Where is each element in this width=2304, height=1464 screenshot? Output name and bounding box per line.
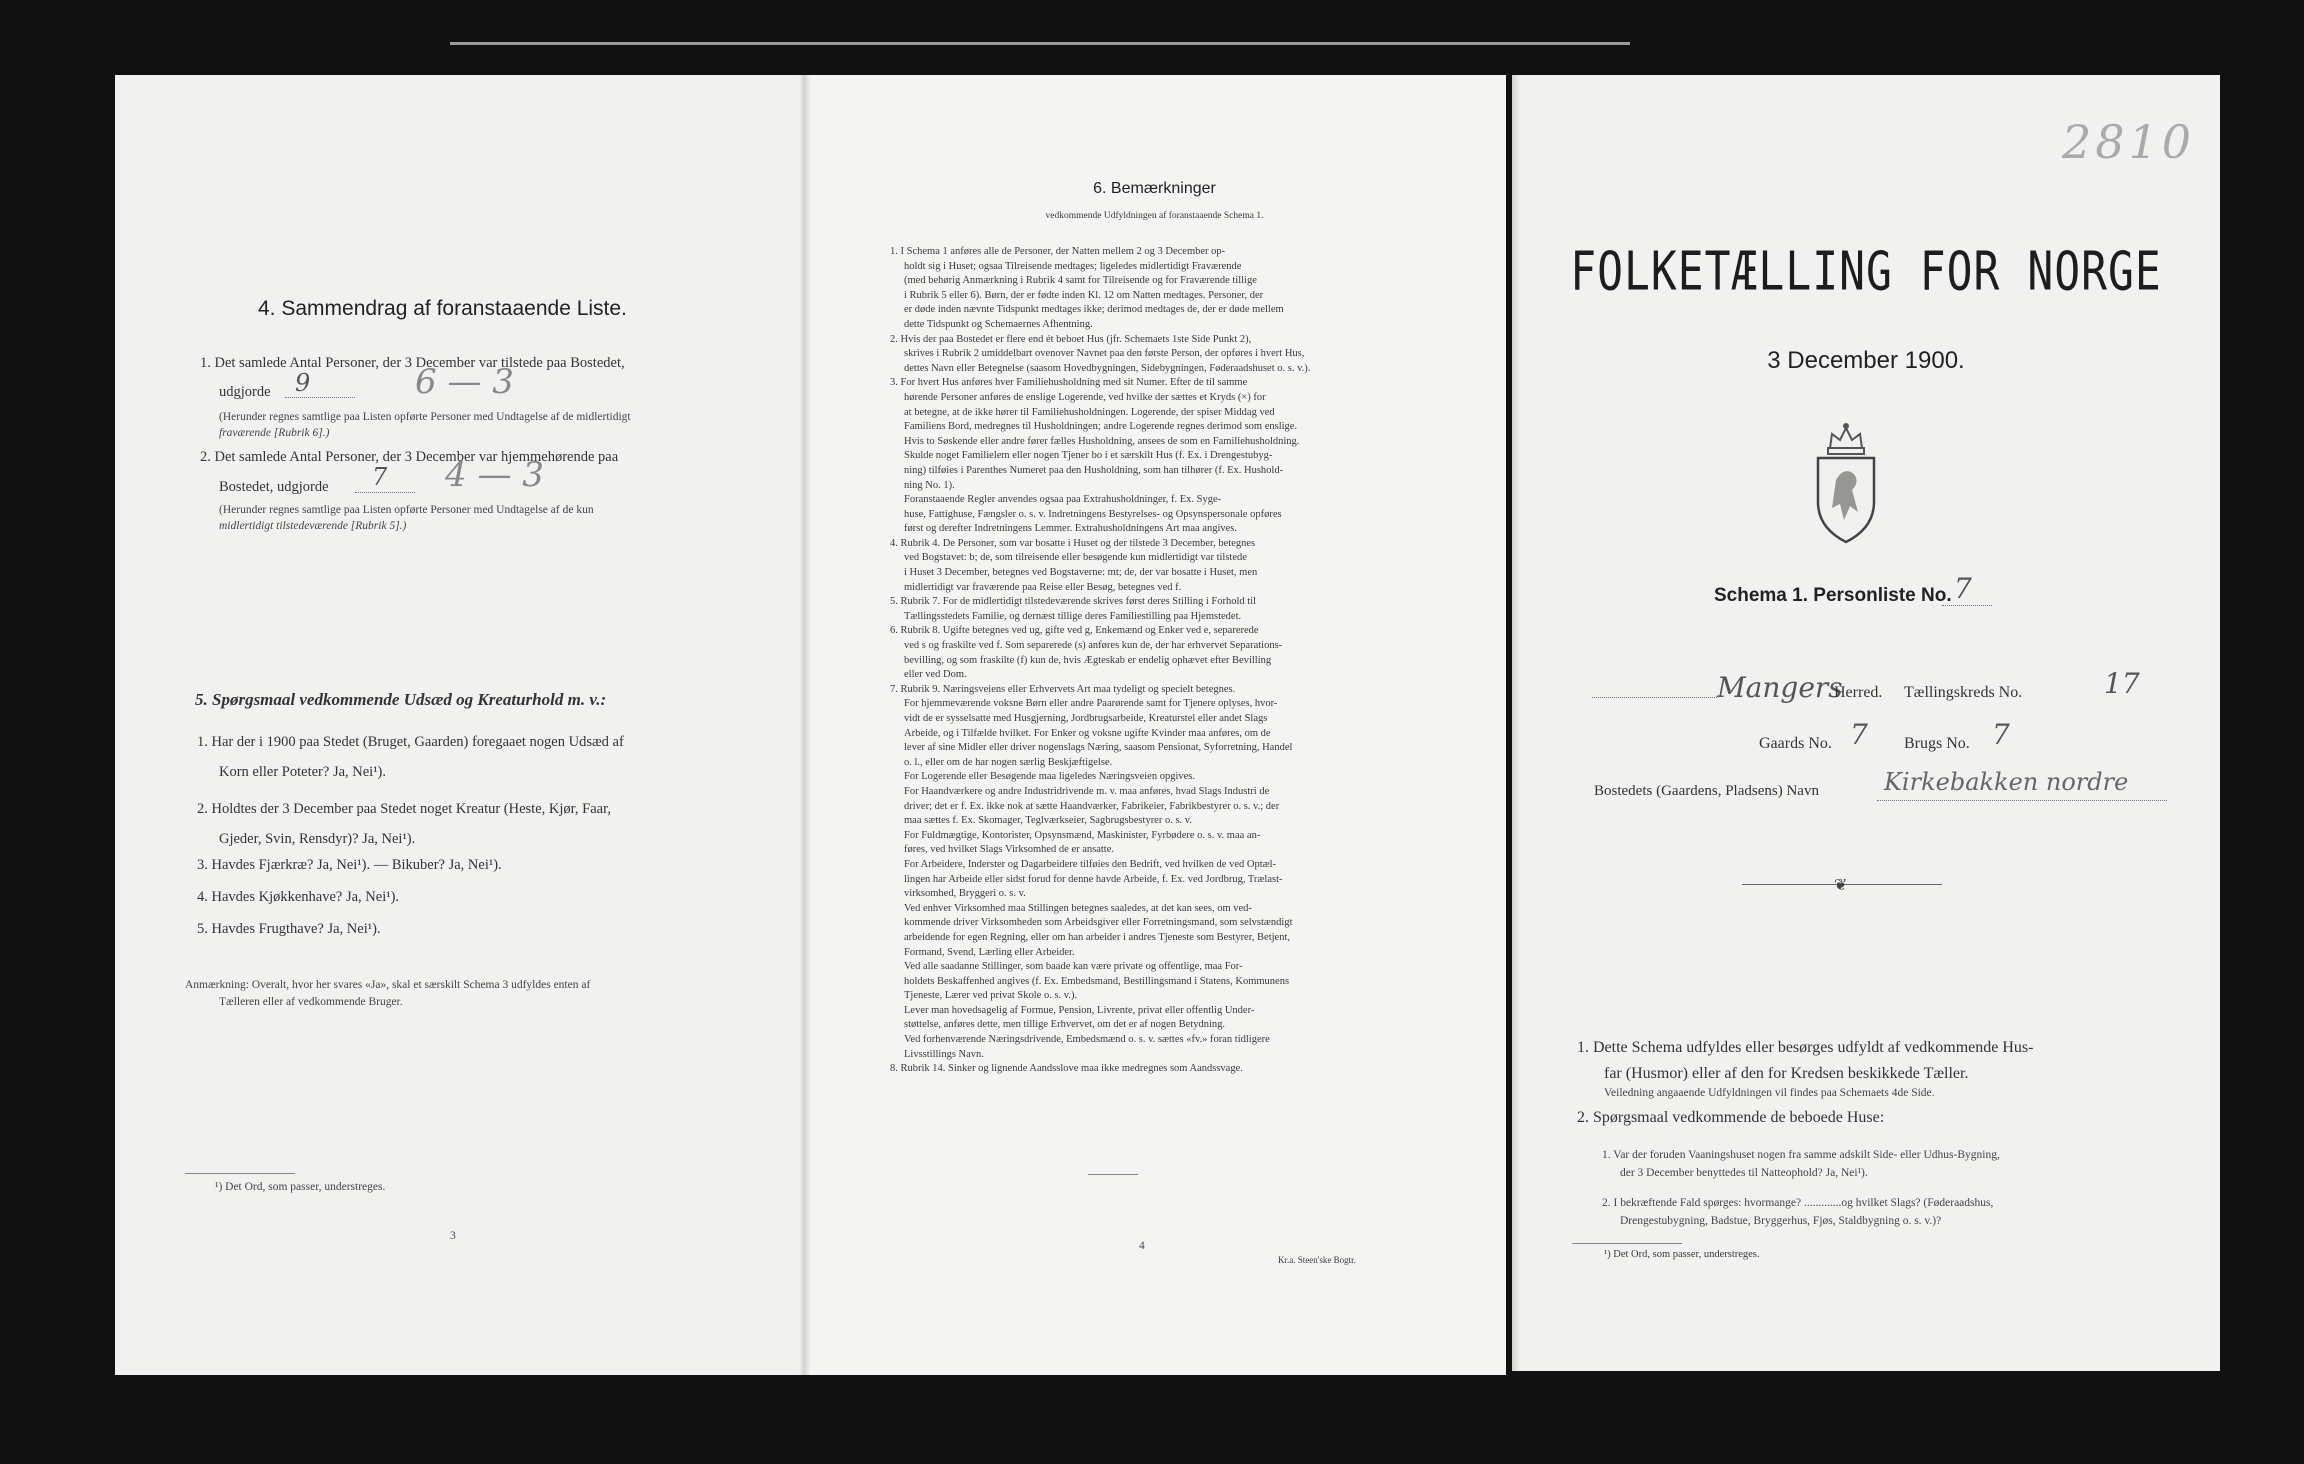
page-4 [803,75,1506,1375]
bosted-underline [1877,800,2167,801]
remark-line: først og derefter Indretningens Lemmer. Extrahusholdningens Art maa angives. [904,523,1237,535]
remarks-title: 6. Bemærkninger [1093,180,1216,197]
brugs-label: Brugs No. [1904,735,1970,752]
page-number-4: 4 [1139,1240,1145,1252]
remark-line: 6. Rubrik 8. Ugifte betegnes ved ug, gifte ved g, Enkemænd og Enker ved e, separerede [890,625,1259,637]
remark-line: Skulde noget Familielem eller nogen Tjener bo i et særskilt Hus (f. Ex. i Drengestubyg- [904,450,1273,462]
kreds-label: Tællingskreds No. [1904,684,2023,701]
remark-line: o. l., eller om de har nogen særlig Beskjæftigelse. [904,756,1113,768]
remark-line: Formand, Svend, Lærling eller Arbeider. [904,946,1075,958]
bosted-value: Kirkebakken nordre [1884,768,2129,796]
remark-line: 1. I Schema 1 anføres alle de Personer, der Natten mellem 2 og 3 December op- [890,246,1226,257]
remark-line: skrives i Rubrik 2 umiddelbart ovenover Navnet paa den første Person, der opføres i hvert Hus, [904,348,1305,360]
q2-note-1: (Herunder regnes samtlige paa Listen opførte Personer med Undtagelse af de kun [219,504,594,516]
q1-line1: 1. Det samlede Antal Personer, der 3 December var tilstede paa Bostedet, [200,355,625,371]
remark-line: Familiens Bord, medregnes til Husholdningen; andre Logerende regnes derimod som enslige. [904,421,1298,433]
archive-number: 2810 [2062,115,2196,169]
remark-line: at betegne, at de ikke hører til Familiehusholdningen. Logerende, der spiser Middag ved [904,406,1275,418]
section-5-title: 5. Spørgsmaal vedkommende Udsæd og Kreaturhold m. v.: [195,690,607,709]
brugs-value: 7 [1992,718,2010,751]
q2-hand-annotation: 4 — 3 [445,455,544,495]
remark-line: holdt sig i Huset; ogsaa Tilreisende medtages; ligeledes midlertidigt Fraværende [904,260,1242,272]
remark-line: kommende driver Virksomheden som Arbeidsgiver eller Forretningsmand, som selvstændigt [904,917,1293,929]
remarks-list [890,245,1435,1077]
remark-line: føres, ved hvilket Slags Virksomhed de er ansatte. [904,844,1114,856]
s5-q3: 3. Havdes Fjærkræ? Ja, Nei¹). — Bikuber? Ja, Nei¹). [197,857,502,873]
instruction-2-title: 2. Spørgsmaal vedkommende de beboede Huse: [1577,1109,1885,1126]
fold-shadow-left [803,75,811,1375]
remark-line: holdets Beskaffenhed angives (f. Ex. Embedsmand, Bestillingsmand i Statens, Kommunens [904,975,1290,987]
remark-line: i Rubrik 5 eller 6). Børn, der er fødte inden Kl. 12 om Natten medtages. Personer, der [904,289,1264,301]
footnote-rule [185,1173,295,1174]
remark-line: (med behørig Anmærkning i Rubrik 4 samt for Tilreisende og for Fraværende tillige [904,275,1257,287]
remark-line: Tællingsstedets Familie, og dernæst tillige deres Familiestilling paa Hjemstedet. [904,610,1242,622]
herred-underline [1592,697,1717,698]
norway-coat-of-arms-icon [1810,420,1882,545]
footnote: ¹) Det Ord, som passer, understreges. [215,1181,386,1193]
footnote: ¹) Det Ord, som passer, understreges. [1604,1249,1760,1260]
remark-line: Livsstillings Navn. [904,1048,984,1060]
ornament-icon: ❦ [1834,877,1848,894]
instruction-1-line1: 1. Dette Schema udfyldes eller besørges udfyldt af vedkommende Hus- [1577,1039,2034,1056]
remark-line: Tjeneste, Lærer ved privat Skole o. s. v.). [904,990,1078,1002]
q2-line1: 2. Det samlede Antal Personer, der 3 December var hjemmehørende paa [200,449,619,465]
remark-line: 5. Rubrik 7. For de midlertidigt tilstedeværende skrives først deres Stilling i Forhold til [890,596,1257,608]
remark-line: For Fuldmægtige, Kontorister, Opsynsmænd, Maskinister, Fyrbødere o. s. v. maa an- [904,829,1261,841]
remark-line: arbeidende for egen Regning, eller om han arbeider i andres Tjeneste som Bestyrer, Betjent, [904,931,1290,943]
page4-rule [1088,1174,1138,1175]
q1-value: 9 [295,369,311,397]
s5-q1-line1: 1. Har der i 1900 paa Stedet (Bruget, Gaarden) foregaaet nogen Udsæd af [197,734,624,750]
remark-line: driver; det er f. Ex. ikke nok at sætte Haandværker, Fabrikeier, Fabrikbestyrer o. s. v.; der [904,800,1280,812]
instruction-1-note: Veiledning angaaende Udfyldningen vil findes paa Schemaets 4de Side. [1604,1087,1935,1099]
remark-line: eller ved Dom. [904,669,967,681]
q1-note-2: fraværende [Rubrik 6].) [219,427,330,439]
census-date: 3 December 1900. [1767,347,1965,374]
remark-line: 7. Rubrik 9. Næringsveiens eller Erhvervets Art maa tydeligt og specielt betegnes. [890,683,1236,695]
remark-line: virksomhed, Bryggeri o. s. v. [904,888,1026,900]
instruction-2-q2-line1: 2. I bekræftende Fald spørges: hvormange? .............og hvilket Slags? (Føderaadshus, [1602,1197,1994,1209]
s5-q5: 5. Havdes Frugthave? Ja, Nei¹). [197,921,381,937]
remark-line: 3. For hvert Hus anføres hver Familiehusholdning med sit Numer. Efter de til samme [890,377,1248,389]
remark-line: 2. Hvis der paa Bostedet er flere end ét beboet Hus (jfr. Schemaets 1ste Side Punkt 2), [890,333,1252,345]
remark-line: For Logerende eller Besøgende maa ligeledes Næringsveien opgives. [904,771,1195,783]
remark-line: For hjemmeværende voksne Børn eller andre Paarørende samt for Tjenere oplyses, hvor- [904,698,1278,710]
census-title: FOLKETÆLLING FOR NORGE [1570,240,2162,304]
q2-note-2: midlertidigt tilstedeværende [Rubrik 5].) [219,520,407,532]
section-4-title: 4. Sammendrag af foranstaaende Liste. [258,297,627,320]
remark-line: ning No. 1). [904,479,955,491]
remark-line: støttelse, anføres dette, men tillige Erhvervet, om det er af nogen Betydning. [904,1019,1226,1031]
remark-line: midlertidigt var fraværende paa Reise eller Besøg, betegnes ved f. [904,581,1182,593]
schema-underline [1942,605,1992,606]
instruction-1-line2: far (Husmor) eller af den for Kredsen beskikkede Tæller. [1604,1065,1969,1082]
gaards-value: 7 [1850,718,1868,751]
q1-label: udgjorde [219,384,271,400]
remark-line: ning) tilføies i Parenthes Numeret paa den Husholdning, som han tilhører (f. Ex. Hushold- [904,464,1284,476]
remarks-subtitle: vedkommende Udfyldningen af foranstaaende Schema 1. [1045,211,1264,221]
remark-line: vidt de er sysselsatte med Husgjerning, Jordbrugsarbeide, Kreaturstel eller andet Slags [904,713,1268,724]
q2-label: Bostedet, udgjorde [219,479,329,495]
remark-line2: Tælleren eller af vedkommende Bruger. [219,996,403,1008]
remark-line: Hvis to Søskende eller andre fører fælles Husholdning, ansees de som en Familiehusholdning. [904,435,1300,447]
q2-underline [355,492,415,493]
remark-line: Lever man hovedsagelig af Formue, Pension, Livrente, privat eller offentlig Under- [904,1004,1255,1016]
remark-line: Ved forhenværende Næringsdrivende, Embedsmænd o. s. v. sættes «fv.» foran tidligere [904,1034,1270,1046]
page-3 [115,75,807,1375]
remark-line: Ved enhver Virksomhed maa Stillingen betegnes saaledes, at det kan sees, om ved- [904,902,1252,914]
herred-label: Herred. [1834,684,1883,701]
q1-hand-annotation: 6 — 3 [415,362,514,402]
remark-line: hørende Personer anføres de enslige Logerende, ved hvilke der sættes et Kryds (×) for [904,391,1266,403]
s5-q2-line2: Gjeder, Svin, Rensdyr)? Ja, Nei¹). [219,831,416,847]
schema-value: 7 [1954,572,1972,605]
remark-line: ved Bogstavet: b; de, som tilreisende eller besøgende kun midlertidigt var tilstede [904,552,1247,564]
schema-label: Schema 1. Personliste No. [1714,585,1952,606]
instruction-2-q1-line2: der 3 December benyttedes til Natteophold? Ja, Nei¹). [1620,1167,1868,1179]
gaards-label: Gaards No. [1759,735,1832,752]
footnote-rule [1572,1243,1682,1244]
remark-line: ved s og fraskilte ved f. Som separerede (s) anføres kun de, der har erhvervet Separations- [904,640,1283,652]
instruction-2-q1-line1: 1. Var der foruden Vaaningshuset nogen fra samme adskilt Side- eller Udhus-Bygning, [1602,1149,2000,1161]
remark-line: er døde inden nævnte Tidspunkt medtages ikke; derimod medtages de, der er døde mellem [904,304,1284,316]
remark-line: maa sættes f. Ex. Skomager, Teglværkseier, Sagbrugsbestyrer o. s. v. [904,815,1192,827]
remark-line: lingen har Arbeide eller sidst forud for denne havde Arbeide, f. Ex. ved Jordbrug, Trælast- [904,873,1283,885]
s5-q2-line1: 2. Holdtes der 3 December paa Stedet noget Kreatur (Heste, Kjør, Faar, [197,801,611,817]
s5-q4: 4. Havdes Kjøkkenhave? Ja, Nei¹). [197,889,400,905]
remark-line: Arbeide, og i Tilfælde hvilket. For Enker og voksne ugifte Kvinder maa anføres, om de [904,727,1271,739]
q2-value: 7 [372,463,388,491]
remark-line: dette Tidspunkt og Schemaernes Afhentning. [904,318,1093,330]
remark-line: Foranstaaende Regler anvendes ogsaa paa Extrahusholdninger, f. Ex. Syge- [904,494,1222,506]
remark-line: huse, Fattighuse, Fængsler o. s. v. Indretningens Bestyrelses- og Opsynspersonale opføres [904,508,1282,520]
scanner-edge-line [450,42,1630,45]
bosted-label: Bostedets (Gaardens, Pladsens) Navn [1594,783,1819,799]
herred-value: Mangers [1717,671,1843,704]
remark-line: Ved alle saadanne Stillinger, som baade kan være private og offentlige, maa For- [904,961,1243,973]
remark-line: For Haandværkere og andre Industridrivende m. v. maa anføres, hvad Slags Industri de [904,785,1270,797]
remark-line: For Arbeidere, Inderster og Dagarbeidere tilføies den Bedrift, ved hvilken de ved Optæl- [904,858,1277,870]
remark-line: 8. Rubrik 14. Sinker og lignende Aandsslove maa ikke medregnes som Aandssvage. [890,1063,1243,1075]
q1-underline [285,397,355,398]
remark-line: i Huset 3 December, betegnes ved Bogstaverne: mt; de, der var bosatte i Huset, men [904,567,1258,579]
s5-q1-line2: Korn eller Poteter? Ja, Nei¹). [219,764,387,780]
remark-line: lever af sine Midler eller driver nogenslags Næring, saasom Pensionat, Syforretning, Handel [904,742,1293,754]
instruction-2-q2-line2: Drengestubygning, Badstue, Bryggerhus, Fjøs, Staldbygning o. s. v.)? [1620,1215,1942,1227]
remark-line: bevilling, og som fraskilte (f) kun de, hvis Ægteskab er endelig ophævet efter Bevilling [904,654,1272,666]
page-1 [1512,75,2220,1371]
remark-line1: Anmærkning: Overalt, hvor her svares «Ja», skal et særskilt Schema 3 udfyldes enten af [185,979,591,991]
remark-line: dettes Navn eller Betegnelse (saasom Hovedbygningen, Sidebygningen, Føderaadshuset o. s. v.). [904,362,1311,374]
remark-line: 4. Rubrik 4. De Personer, som var bosatte i Huset og der tilstede 3 December, betegnes [890,537,1256,549]
q1-note-1: (Herunder regnes samtlige paa Listen opførte Personer med Undtagelse af de midlertidigt [219,411,631,423]
printer-mark: Kr.a. Steen'ske Bogtr. [1278,1255,1356,1265]
kreds-value: 17 [2104,667,2140,700]
page-number-3: 3 [450,1230,456,1242]
